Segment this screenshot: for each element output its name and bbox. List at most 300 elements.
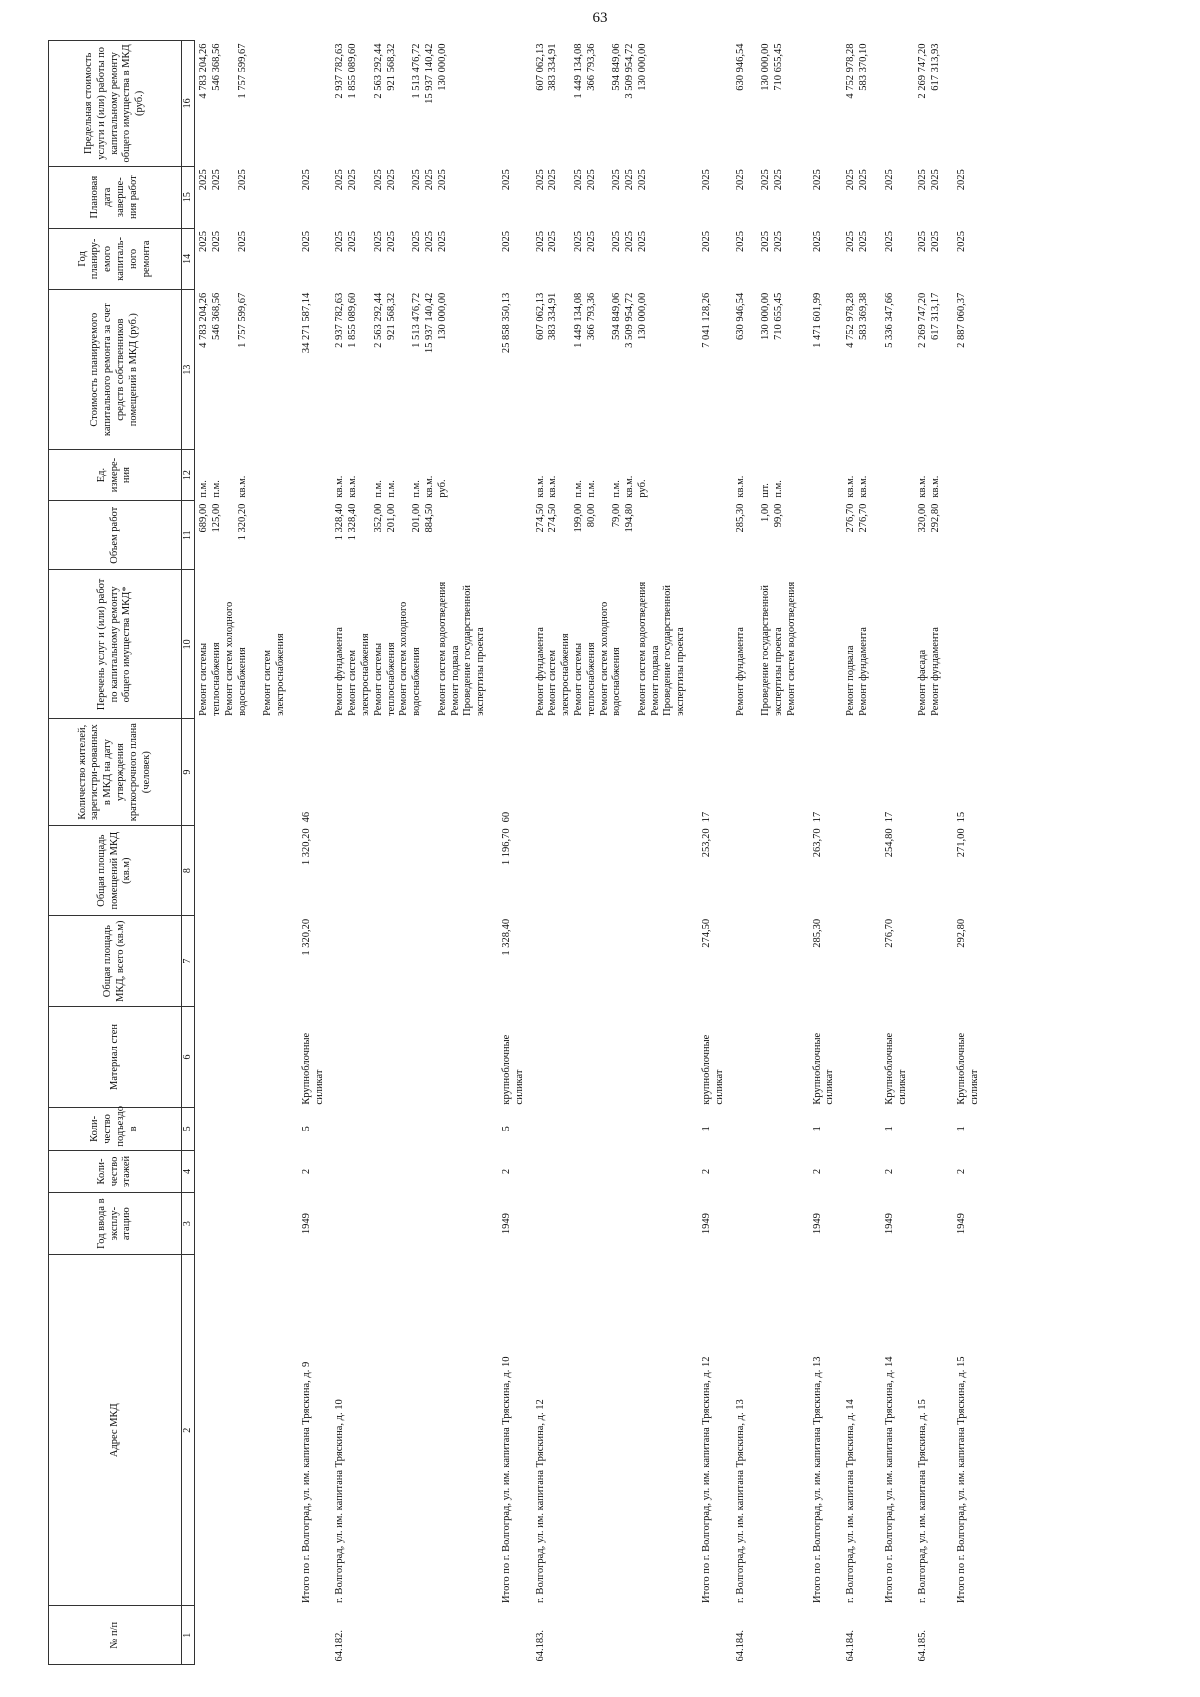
units-cell <box>693 450 732 501</box>
volume-cell-line: 1 328,40 <box>334 503 346 541</box>
works-cell-line: Проведение государственной экспертизы проекта <box>760 585 785 716</box>
no-cell <box>948 1606 987 1665</box>
no-cell: 64.184. <box>845 1630 857 1662</box>
end-date-cell-line: 2025 <box>611 169 623 191</box>
max-cost-cell-line: 546 368,56 <box>210 43 222 91</box>
cost-cell-line <box>599 293 612 447</box>
units-cell-line: кв.м. <box>624 475 636 498</box>
max-cost-cell <box>914 41 948 167</box>
material-cell: Крупноблочные силикат <box>956 1032 980 1105</box>
column-header: Предельная стоимость услуги и (или) работы по капитальному ремонту общего имущества в МКД (руб.) <box>49 41 182 167</box>
plan-year-cell-line <box>360 231 373 287</box>
max-cost-cell-line: 594 849,06 <box>611 43 623 91</box>
floors-cell <box>532 1150 694 1193</box>
works-cell-line: Ремонт систем электроснабжения <box>547 633 572 716</box>
end-date-cell-line: 2025 <box>210 169 222 191</box>
plan-year-cell-line <box>398 231 411 287</box>
column-number: 6 <box>182 1006 195 1107</box>
end-date-cell: 2025 <box>883 169 895 191</box>
end-date-cell <box>842 166 876 228</box>
area-premises-cell <box>914 825 948 916</box>
units-cell-line: руб. <box>436 479 448 498</box>
column-number: 9 <box>182 719 195 825</box>
column-number: 4 <box>182 1150 195 1193</box>
units-cell-line <box>747 453 760 498</box>
works-cell-line: Ремонт системы теплоснабжения <box>198 642 222 716</box>
works-cell <box>914 570 948 719</box>
no-cell <box>493 1606 532 1665</box>
volume-cell-line: 276,70 <box>845 503 857 533</box>
cost-cell-line: 2 269 747,20 <box>917 292 929 348</box>
no-cell: 64.185. <box>917 1630 929 1662</box>
volume-cell <box>804 501 843 570</box>
end-date-cell-line <box>747 169 760 225</box>
works-cell <box>493 570 532 719</box>
plan-year-cell-line: 2025 <box>423 231 435 253</box>
units-cell-line: п.м. <box>198 480 210 498</box>
plan-year-cell-line: 2025 <box>347 231 359 253</box>
volume-cell <box>876 501 915 570</box>
address-cell: Итого по г. Волгоград, ул. им. капитана Тряскина, д. 13 <box>811 1356 823 1603</box>
cost-cell-line: 3 509 954,72 <box>624 292 636 348</box>
volume-cell-line: 125,00 <box>210 503 222 533</box>
no-cell: 64.183. <box>534 1630 546 1662</box>
area-total-cell: 1 328,40 <box>500 918 512 956</box>
volume-cell-line: 689,00 <box>198 503 210 533</box>
max-cost-cell-line: 366 793,36 <box>585 43 597 91</box>
column-number: 8 <box>182 825 195 916</box>
material-cell: крупноблочные силикат <box>701 1034 725 1105</box>
volume-cell-line: 1 320,20 <box>236 503 248 541</box>
units-cell-line: кв.м. <box>858 475 870 498</box>
floors-cell <box>732 1150 804 1193</box>
cost-cell-line: 4 752 978,28 <box>845 292 857 348</box>
cost-cell <box>331 290 493 450</box>
volume-cell-line: 285,30 <box>734 503 746 533</box>
works-cell <box>693 570 732 719</box>
end-date-cell-line: 2025 <box>372 169 384 191</box>
cost-cell-line: 1 855 089,60 <box>347 292 359 348</box>
end-date-cell-line: 2025 <box>347 169 359 191</box>
cost-cell-line: 630 946,54 <box>734 292 746 341</box>
end-date-cell-line: 2025 <box>845 169 857 191</box>
year-cell <box>842 1193 876 1255</box>
table-row <box>331 41 493 1665</box>
plan-year-cell-line <box>224 231 237 287</box>
works-cell <box>804 570 843 719</box>
material-cell: Крупноблочные силикат <box>811 1032 836 1105</box>
area-total-cell: 276,70 <box>883 918 895 948</box>
floors-cell <box>842 1150 876 1193</box>
plan-year-cell <box>195 228 293 290</box>
works-cell-line: Проведение государственной экспертизы проекта <box>462 585 487 716</box>
end-date-cell <box>195 166 293 228</box>
works-cell-line: Ремонт систем водоотведения <box>785 581 797 716</box>
works-cell-line: Ремонт систем водоотведения <box>636 581 648 716</box>
cost-cell-line: 710 655,45 <box>773 292 785 341</box>
volume-cell-line: 201,00 <box>385 503 397 533</box>
volume-cell <box>732 501 804 570</box>
plan-year-cell: 2025 <box>811 231 823 253</box>
volume-cell <box>331 501 493 570</box>
column-number: 16 <box>182 41 195 167</box>
year-cell: 1949 <box>500 1213 512 1235</box>
max-cost-cell <box>293 41 332 167</box>
area-premises-cell <box>532 825 694 916</box>
residents-cell <box>914 719 948 825</box>
volume-cell-line: 80,00 <box>585 503 597 528</box>
address-cell: Итого по г. Волгоград, ул. им. капитана Тряскина, д. 15 <box>956 1356 968 1603</box>
max-cost-cell-line: 617 313,93 <box>930 43 942 91</box>
column-number: 11 <box>182 501 195 570</box>
max-cost-cell-line <box>398 44 411 164</box>
cost-cell: 25 858 350,13 <box>500 292 512 354</box>
table-body <box>195 41 987 1665</box>
units-cell-line: кв.м. <box>534 475 546 498</box>
column-header: Коли-чество этажей <box>49 1150 182 1193</box>
cost-cell: 1 471 601,99 <box>811 292 823 348</box>
end-date-cell-line: 2025 <box>624 169 636 191</box>
units-cell-line: кв.м. <box>547 475 559 498</box>
plan-year-cell <box>331 228 493 290</box>
column-number: 15 <box>182 166 195 228</box>
max-cost-cell-line: 1 449 134,08 <box>572 43 584 99</box>
units-cell <box>493 450 532 501</box>
address-cell: Итого по г. Волгоград, ул. им. капитана Тряскина, д. 9 <box>300 1361 312 1603</box>
area-total-cell <box>331 916 493 1007</box>
end-date-cell-line: 2025 <box>385 169 397 191</box>
material-cell <box>732 1006 804 1107</box>
cost-cell-line: 921 568,32 <box>385 292 397 341</box>
plan-year-cell: 2025 <box>300 231 312 253</box>
area-total-cell <box>842 916 876 1007</box>
entrances-cell <box>732 1108 804 1151</box>
max-cost-cell-line: 3 509 954,72 <box>624 43 636 99</box>
works-cell-line: Ремонт систем холодного водоснабжения <box>223 601 248 716</box>
floors-cell: 2 <box>701 1168 713 1175</box>
works-cell-line: Ремонт фундамента <box>930 627 942 716</box>
cost-cell-line: 130 000,00 <box>436 292 448 341</box>
column-number: 7 <box>182 916 195 1007</box>
max-cost-cell-line: 607 062,13 <box>534 43 546 91</box>
column-header: Количество жителей, зарегистри-рованных в МКД на дату утверждения краткосрочного плана (человек) <box>49 719 182 825</box>
plan-year-cell-line: 2025 <box>930 231 942 253</box>
entrances-cell: 1 <box>701 1126 713 1132</box>
units-cell <box>532 450 694 501</box>
works-cell-line: Ремонт систем электроснабжения <box>262 633 286 716</box>
plan-year-cell <box>842 228 876 290</box>
end-date-cell-line <box>360 169 373 225</box>
cost-cell-line: 617 313,17 <box>930 292 942 341</box>
units-cell-line: п.м. <box>210 480 222 498</box>
floors-cell: 2 <box>956 1168 968 1175</box>
cost-cell: 5 336 347,66 <box>883 292 895 348</box>
volume-cell-line: 884,50 <box>423 503 435 533</box>
units-cell-line: кв.м. <box>930 475 942 498</box>
volume-cell-line: 99,00 <box>773 503 785 528</box>
total-row <box>493 41 532 1665</box>
plan-year-cell-line: 2025 <box>411 231 423 253</box>
address-cell: Итого по г. Волгоград, ул. им. капитана Тряскина, д. 10 <box>500 1356 512 1603</box>
end-date-cell: 2025 <box>956 169 968 191</box>
entrances-cell <box>842 1108 876 1151</box>
volume-cell <box>693 501 732 570</box>
plan-year-cell-line: 2025 <box>734 231 746 253</box>
plan-year-cell-line: 2025 <box>917 231 929 253</box>
end-date-cell-line: 2025 <box>411 169 423 191</box>
units-cell-line <box>224 453 237 498</box>
units-cell-line: кв.м. <box>334 475 346 498</box>
units-cell-line: кв.м. <box>423 475 435 498</box>
table-row <box>732 41 804 1665</box>
year-cell: 1949 <box>300 1213 312 1235</box>
plan-year-cell <box>532 228 694 290</box>
area-total-cell: 1 320,20 <box>300 918 312 956</box>
works-cell-line: Ремонт фундамента <box>858 627 870 716</box>
max-cost-cell-line: 630 946,54 <box>734 43 746 91</box>
end-date-cell-line: 2025 <box>572 169 584 191</box>
end-date-cell-line: 2025 <box>930 169 942 191</box>
cost-cell-line <box>398 293 411 447</box>
header-row <box>49 41 182 1665</box>
cost-cell: 34 271 587,14 <box>300 292 312 354</box>
end-date-cell-line: 2025 <box>236 169 248 191</box>
entrances-cell: 1 <box>883 1126 895 1132</box>
area-total-cell <box>914 916 948 1007</box>
area-premises-cell: 253,20 <box>701 828 713 858</box>
page-number: 63 <box>592 10 608 26</box>
units-cell <box>842 450 876 501</box>
max-cost-cell <box>493 41 532 167</box>
volume-cell-line: 79,00 <box>611 503 623 528</box>
residents-cell <box>195 719 293 825</box>
end-date-cell-line: 2025 <box>436 169 448 191</box>
volume-cell-line: 292,80 <box>930 503 942 533</box>
volume-cell-line: 1 328,40 <box>347 503 359 541</box>
capital-repair-table <box>48 40 987 1665</box>
volume-cell-line: 320,00 <box>917 503 929 533</box>
units-cell-line: кв.м. <box>347 475 359 498</box>
material-cell <box>195 1006 293 1107</box>
plan-year-cell-line: 2025 <box>372 231 384 253</box>
area-total-cell: 274,50 <box>701 918 713 948</box>
residents-cell <box>331 719 493 825</box>
column-header: Плановая дата заверше-ния работ <box>49 166 182 228</box>
max-cost-cell <box>195 41 293 167</box>
end-date-cell-line: 2025 <box>534 169 546 191</box>
address-cell: Итого по г. Волгоград, ул. им. капитана Тряскина, д. 14 <box>883 1356 895 1603</box>
plan-year-cell-line: 2025 <box>436 231 448 253</box>
volume-cell <box>914 501 948 570</box>
max-cost-cell-line: 130 000,00 <box>760 43 772 91</box>
area-premises-cell: 254,80 <box>883 828 895 858</box>
volume-cell-line: 1,00 <box>760 503 772 522</box>
table-row <box>532 41 694 1665</box>
cost-cell <box>732 290 804 450</box>
volume-cell <box>493 501 532 570</box>
plan-year-cell-line: 2025 <box>547 231 559 253</box>
residents-cell <box>532 719 694 825</box>
area-premises-cell: 263,70 <box>811 828 823 858</box>
works-cell-line: Ремонт систем холодного водоснабжения <box>598 601 623 716</box>
cost-cell-line: 1 757 599,67 <box>236 292 248 348</box>
units-cell <box>948 450 987 501</box>
cost-cell: 2 887 060,37 <box>956 292 968 348</box>
units-cell-line <box>599 453 612 498</box>
no-cell <box>804 1606 843 1665</box>
works-cell-line: Ремонт подвала <box>845 645 857 716</box>
material-cell: Крупноблочные силикат <box>883 1032 908 1105</box>
end-date-cell: 2025 <box>811 169 823 191</box>
works-cell-line: Проведение государственной экспертизы проекта <box>662 585 687 716</box>
column-number: 1 <box>182 1606 195 1665</box>
column-number: 2 <box>182 1255 195 1606</box>
no-cell: 64.182. <box>334 1630 346 1662</box>
column-header: Перечень услуг и (или) работ по капитальному ремонту общего имущества МКД* <box>49 570 182 719</box>
year-cell: 1949 <box>701 1213 713 1235</box>
year-cell: 1949 <box>811 1213 823 1235</box>
cost-cell-line <box>747 293 760 447</box>
year-cell <box>331 1193 493 1255</box>
works-cell-line: Ремонт системы теплоснабжения <box>572 642 597 716</box>
end-date-cell: 2025 <box>701 169 713 191</box>
material-cell: крупноблочные силикат <box>500 1034 525 1105</box>
column-header: Общая площадь МКД, всего (кв.м) <box>49 916 182 1007</box>
cost-cell <box>532 290 694 450</box>
cost-cell <box>195 290 293 450</box>
column-header: Материал стен <box>49 1006 182 1107</box>
floors-cell: 2 <box>811 1168 823 1175</box>
area-premises-cell <box>842 825 876 916</box>
max-cost-cell-line: 2 269 747,20 <box>917 43 929 99</box>
cost-cell-line: 15 937 140,42 <box>423 292 435 354</box>
units-cell-line: п.м. <box>372 480 384 498</box>
units-cell-line: руб. <box>636 479 648 498</box>
area-premises-cell <box>331 825 493 916</box>
column-header: № п/п <box>49 1606 182 1665</box>
column-header: Коли-чество подъездо в <box>49 1108 182 1151</box>
end-date-cell <box>914 166 948 228</box>
units-cell-line: п.м. <box>773 480 785 498</box>
end-date-cell <box>732 166 804 228</box>
address-cell <box>195 1255 293 1606</box>
units-cell-line: кв.м. <box>236 475 248 498</box>
area-premises-cell: 1 320,20 <box>300 828 312 866</box>
material-cell <box>914 1006 948 1107</box>
volume-cell <box>293 501 332 570</box>
units-cell <box>876 450 915 501</box>
max-cost-cell <box>331 41 493 167</box>
end-date-cell-line: 2025 <box>917 169 929 191</box>
volume-cell <box>842 501 876 570</box>
cost-cell-line: 130 000,00 <box>636 292 648 341</box>
max-cost-cell <box>732 41 804 167</box>
column-header: Ед. измере-ния <box>49 450 182 501</box>
works-cell <box>331 570 493 719</box>
area-total-cell: 285,30 <box>811 918 823 948</box>
works-cell <box>842 570 876 719</box>
end-date-cell-line <box>560 169 573 225</box>
residents-cell: 60 <box>500 811 512 823</box>
column-header: Адрес МКД <box>49 1255 182 1606</box>
volume-cell-line <box>560 504 573 567</box>
plan-year-cell-line: 2025 <box>210 231 222 253</box>
address-cell: г. Волгоград, ул. им. капитана Тряскина, д. 15 <box>917 1399 929 1603</box>
cost-cell-line: 383 334,91 <box>547 292 559 341</box>
plan-year-cell-line: 2025 <box>198 231 210 253</box>
plan-year-cell: 2025 <box>883 231 895 253</box>
plan-year-cell-line: 2025 <box>636 231 648 253</box>
material-cell <box>532 1006 694 1107</box>
cost-cell-line <box>360 293 373 447</box>
max-cost-cell-line: 921 568,32 <box>385 43 397 91</box>
end-date-cell-line: 2025 <box>773 169 785 191</box>
address-cell: г. Волгоград, ул. им. капитана Тряскина, д. 12 <box>534 1399 546 1603</box>
end-date-cell-line: 2025 <box>734 169 746 191</box>
cost-cell-line: 366 793,36 <box>585 292 597 341</box>
column-header: Год планиру-емого капиталь-ного ремонта <box>49 228 182 290</box>
plan-year-cell-line: 2025 <box>585 231 597 253</box>
plan-year-cell-line: 2025 <box>611 231 623 253</box>
plan-year-cell <box>914 228 948 290</box>
entrances-cell <box>331 1108 493 1151</box>
max-cost-cell-line: 15 937 140,42 <box>423 43 435 104</box>
end-date-cell-line <box>599 169 612 225</box>
max-cost-cell <box>804 41 843 167</box>
max-cost-cell-line: 1 855 089,60 <box>347 43 359 99</box>
volume-cell-line: 194,80 <box>624 503 636 533</box>
end-date-cell <box>532 166 694 228</box>
units-cell-line: п.м. <box>411 480 423 498</box>
total-row <box>876 41 915 1665</box>
max-cost-cell-line: 4 783 204,26 <box>198 43 210 99</box>
max-cost-cell-line <box>360 44 373 164</box>
units-cell-line <box>560 453 573 498</box>
entrances-cell <box>195 1108 293 1151</box>
max-cost-cell-line: 4 752 978,28 <box>845 43 857 99</box>
address-cell: Итого по г. Волгоград, ул. им. капитана Тряскина, д. 12 <box>701 1356 713 1603</box>
entrances-cell: 1 <box>956 1126 968 1132</box>
plan-year-cell-line <box>747 231 760 287</box>
area-total-cell <box>732 916 804 1007</box>
no-cell <box>195 1606 293 1665</box>
max-cost-cell-line: 2 563 292,44 <box>372 43 384 99</box>
plan-year-cell-line: 2025 <box>572 231 584 253</box>
column-number: 13 <box>182 290 195 450</box>
rotated-table-container <box>48 40 1178 1665</box>
max-cost-cell-line <box>560 44 573 164</box>
year-cell <box>532 1193 694 1255</box>
material-cell <box>331 1006 493 1107</box>
max-cost-cell-line: 710 655,45 <box>773 43 785 91</box>
works-cell-line <box>624 573 637 716</box>
column-header: Общая площадь помещений МКД (кв.м) <box>49 825 182 916</box>
end-date-cell-line: 2025 <box>585 169 597 191</box>
works-cell-line: Ремонт подвала <box>649 645 661 716</box>
floors-cell <box>195 1150 293 1193</box>
end-date-cell-line <box>224 169 237 225</box>
column-number: 3 <box>182 1193 195 1255</box>
plan-year-cell: 2025 <box>500 231 512 253</box>
cost-cell-line: 594 849,06 <box>611 292 623 341</box>
column-number: 12 <box>182 450 195 501</box>
entrances-cell <box>532 1108 694 1151</box>
units-cell-line <box>360 453 373 498</box>
units-cell <box>195 450 293 501</box>
volume-cell-line <box>360 504 373 567</box>
column-number: 10 <box>182 570 195 719</box>
residents-cell <box>842 719 876 825</box>
